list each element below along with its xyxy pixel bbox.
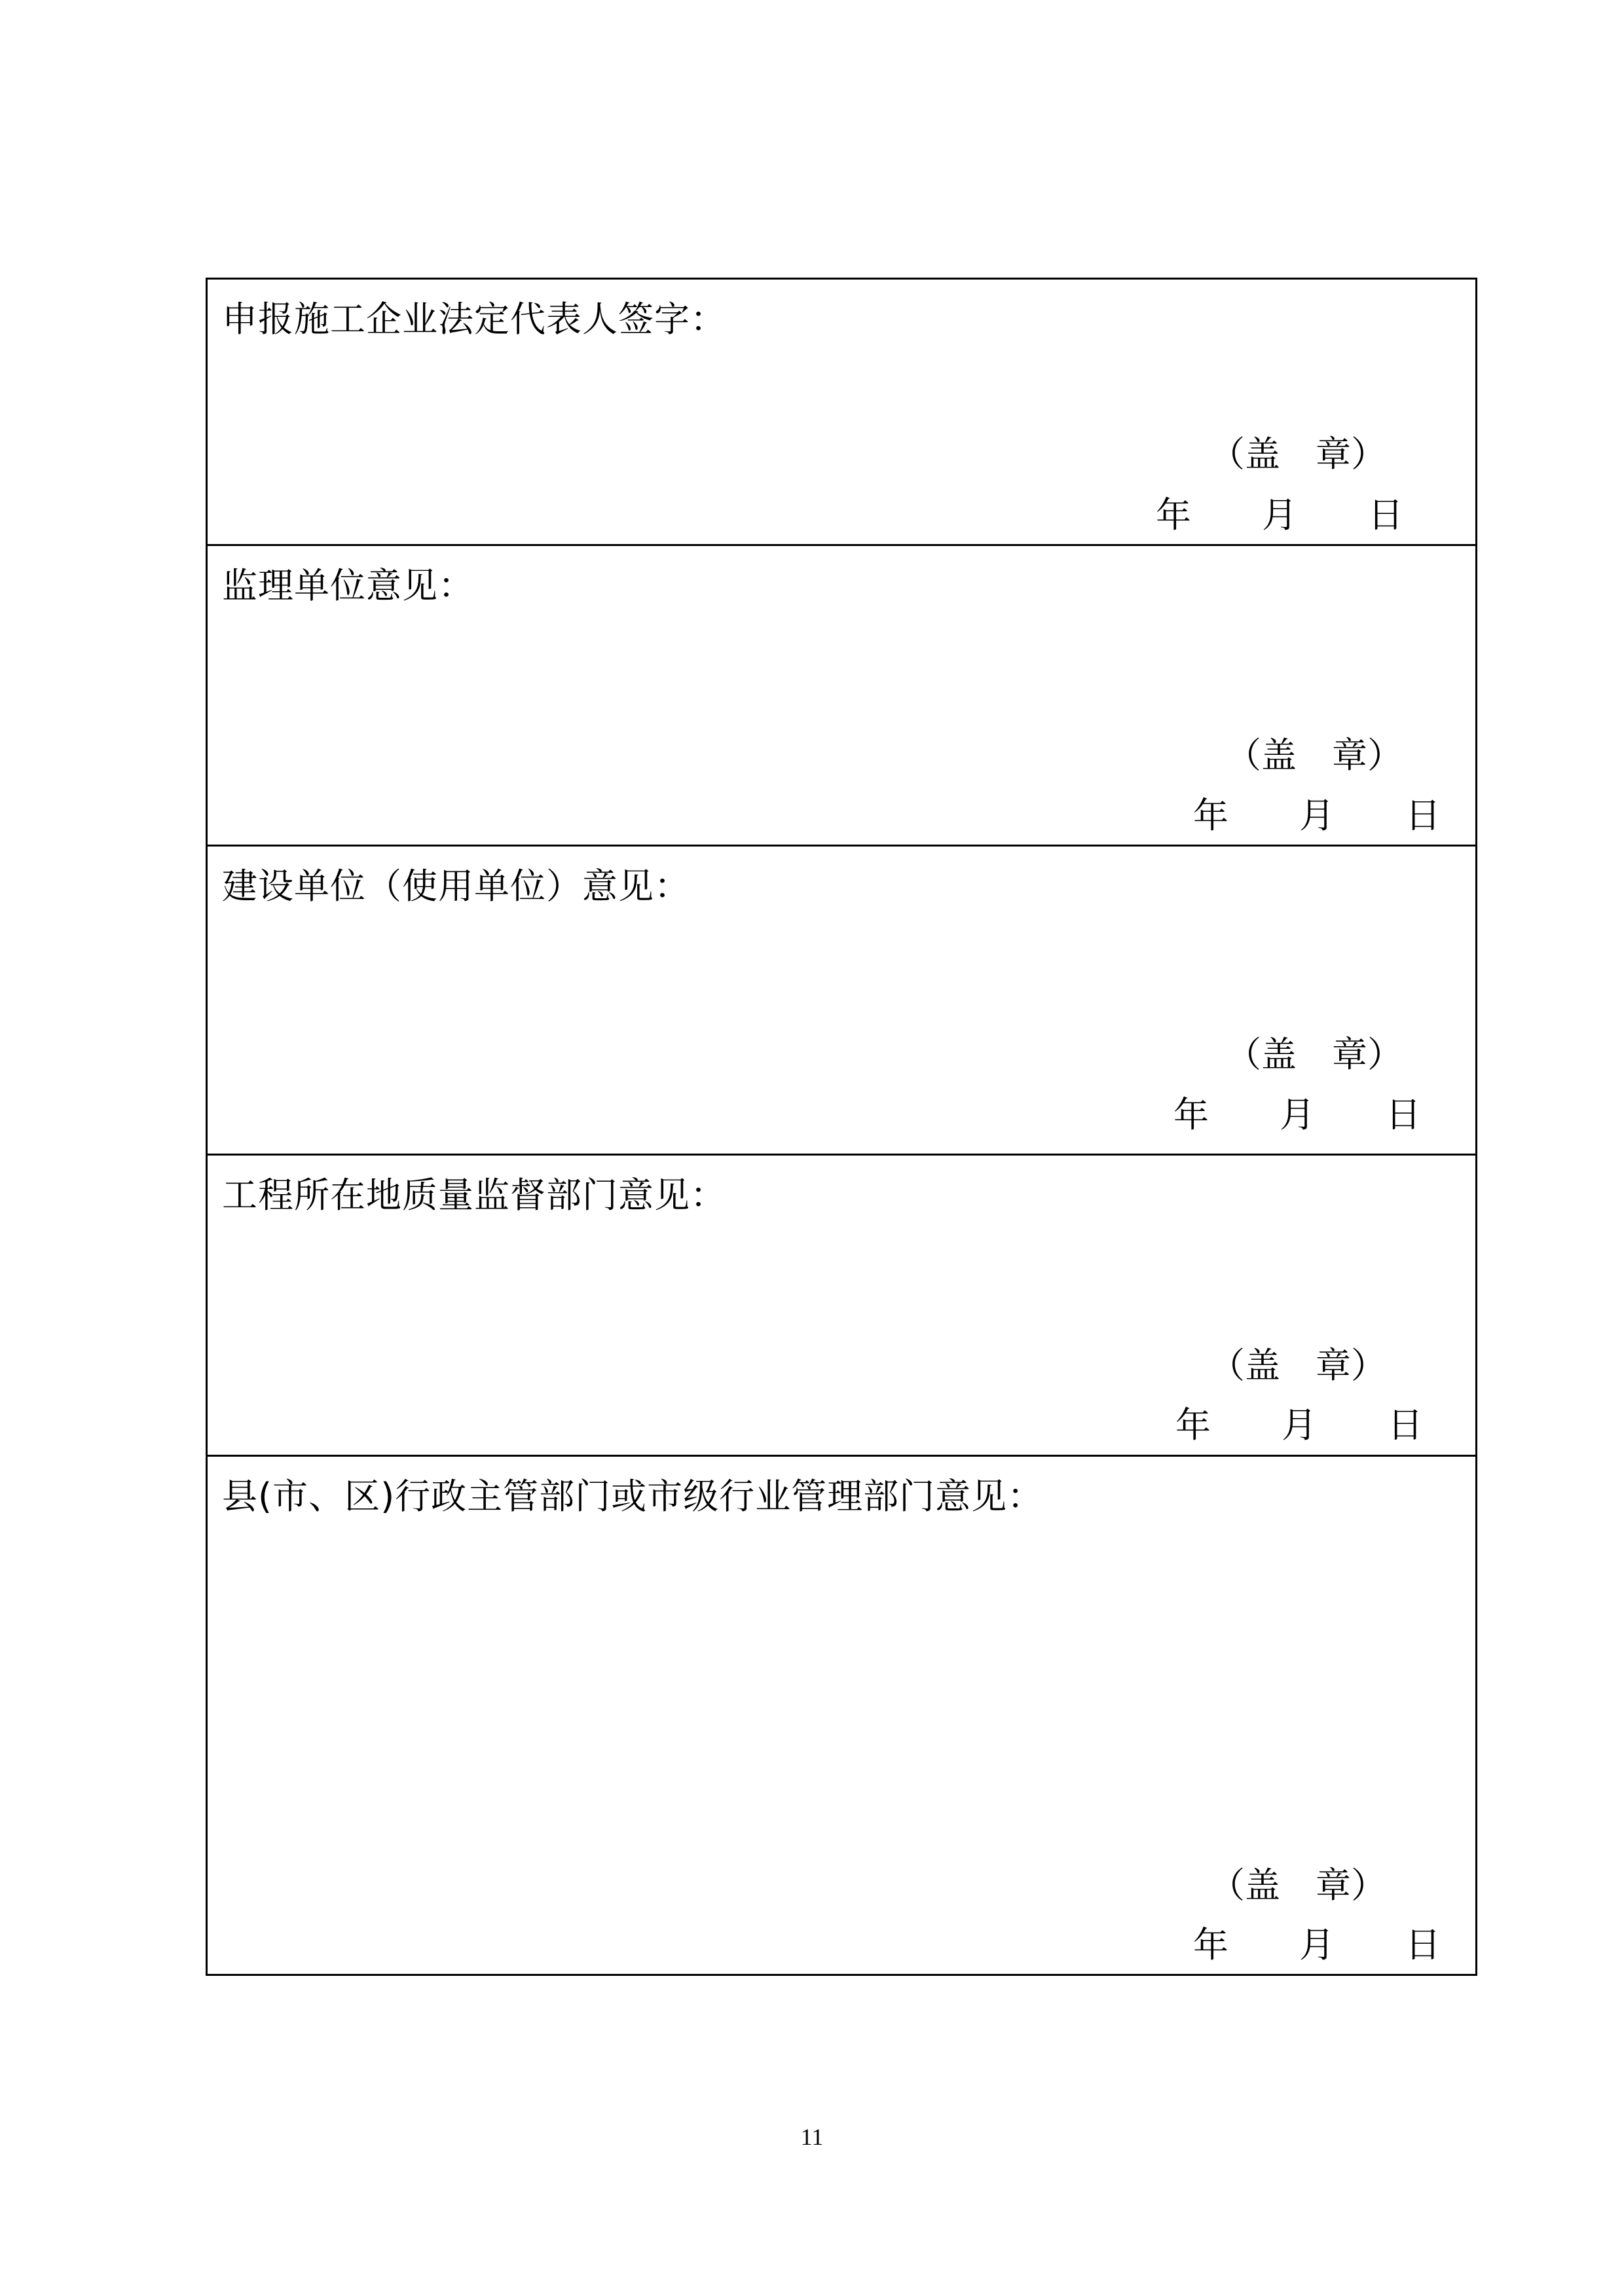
page-number: 11 — [800, 2124, 824, 2150]
section-construction-unit — [208, 847, 1475, 1156]
section-label: 申报施工企业法定代表人签字： — [222, 299, 726, 340]
section-supervision-unit — [208, 546, 1475, 847]
date-placeholder: 年 月 日 — [1193, 1924, 1441, 1965]
section-label: 监理单位意见： — [222, 565, 474, 606]
date-placeholder: 年 月 日 — [1173, 1094, 1421, 1135]
seal-placeholder: （盖 章） — [1209, 1865, 1386, 1906]
section-label: 工程所在地质量监督部门意见： — [222, 1175, 726, 1216]
approval-form-table — [206, 278, 1477, 1976]
seal-placeholder: （盖 章） — [1209, 433, 1386, 475]
date-placeholder: 年 月 日 — [1156, 494, 1403, 536]
section-administrative-dept — [208, 1457, 1475, 1978]
date-placeholder: 年 月 日 — [1175, 1404, 1423, 1446]
section-label: 建设单位（使用单位）意见： — [222, 866, 690, 907]
date-placeholder: 年 月 日 — [1193, 795, 1441, 836]
seal-placeholder: （盖 章） — [1209, 1345, 1386, 1386]
seal-placeholder: （盖 章） — [1226, 1034, 1403, 1075]
section-label: 县(市、区)行政主管部门或市级行业管理部门意见： — [222, 1476, 1044, 1517]
section-quality-supervision — [208, 1156, 1475, 1457]
section-contractor-legal-rep — [208, 280, 1475, 546]
seal-placeholder: （盖 章） — [1226, 735, 1403, 776]
